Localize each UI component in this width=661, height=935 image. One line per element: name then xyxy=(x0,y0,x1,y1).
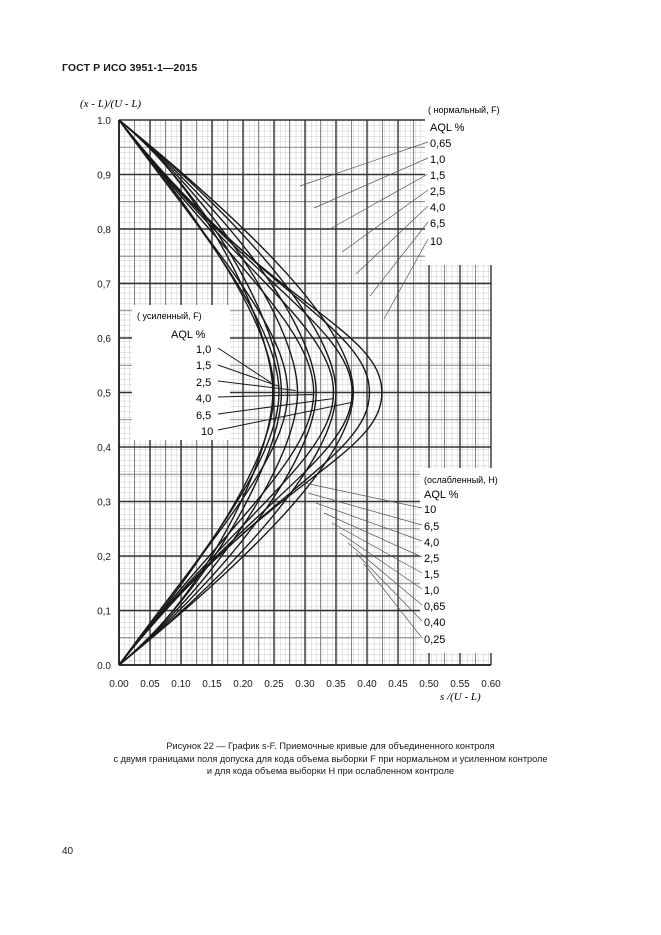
y-axis-label: (x - L)/(U - L) xyxy=(80,98,142,110)
legend-normal-label: 2,5 xyxy=(430,186,446,198)
legend-tightened-label: 1,0 xyxy=(196,344,212,356)
legend-tightened-label: 10 xyxy=(201,426,214,438)
y-tick-label: 0,5 xyxy=(97,388,111,400)
legend-reduced-label: 0,40 xyxy=(424,617,446,629)
y-tick-label: 0,9 xyxy=(97,170,111,182)
legend-tightened-label: 2,5 xyxy=(196,377,212,389)
legend-reduced-label: 1,0 xyxy=(424,585,440,597)
legend-reduced-label: 0,25 xyxy=(424,634,446,646)
x-tick-label: 0.60 xyxy=(481,679,501,690)
legend-reduced-subtitle: AQL % xyxy=(424,489,459,501)
legend-tightened-label: 1,5 xyxy=(196,360,212,372)
y-tick-label: 0,2 xyxy=(97,552,111,563)
legend-tightened-label: 6,5 xyxy=(196,410,212,422)
x-tick-label: 0.05 xyxy=(140,679,160,690)
x-axis-label: s /(U - L) xyxy=(440,691,481,703)
legend-reduced-label: 4,0 xyxy=(424,537,440,549)
x-tick-label: 0.50 xyxy=(419,679,439,690)
legend-reduced-title: (ослабленный, H) xyxy=(424,475,498,485)
x-tick-label: 0.55 xyxy=(450,679,470,690)
y-tick-label: 0,6 xyxy=(97,334,111,345)
x-tick-label: 0.10 xyxy=(171,679,191,690)
legend-reduced-label: 2,5 xyxy=(424,553,440,565)
figure-caption xyxy=(0,740,661,778)
x-tick-label: 0.00 xyxy=(109,679,129,690)
legend-tightened-subtitle: AQL % xyxy=(171,329,206,341)
legend-normal-subtitle: AQL % xyxy=(430,122,465,134)
legend-normal-label: 1,5 xyxy=(430,170,446,182)
x-tick-label: 0.15 xyxy=(202,679,222,690)
y-tick-label: 0,8 xyxy=(97,225,111,236)
legend-reduced-label: 10 xyxy=(424,504,437,516)
x-tick-label: 0.35 xyxy=(326,679,346,690)
legend-normal-label: 0,65 xyxy=(430,138,452,150)
legend-normal-title: ( нормальный, F) xyxy=(428,105,500,115)
x-tick-label: 0.30 xyxy=(295,679,315,690)
y-tick-label: 1.0 xyxy=(97,116,111,127)
legend-reduced-label: 6,5 xyxy=(424,521,440,533)
document-header: ГОСТ Р ИСО 3951-1—2015 xyxy=(62,62,198,74)
legend-normal-label: 10 xyxy=(430,236,443,248)
legend-tightened-title: ( усиленный, F) xyxy=(137,311,202,321)
legend-normal-label: 1,0 xyxy=(430,154,446,166)
y-tick-label: 0,3 xyxy=(97,497,111,509)
x-tick-label: 0.25 xyxy=(264,679,284,690)
page-number: 40 xyxy=(62,846,74,857)
legend-reduced-label: 1,5 xyxy=(424,569,440,581)
x-tick-label: 0.20 xyxy=(233,679,253,690)
caption-line: Рисунок 22 — График s-F. Приемочные кривые для объединенного контроля xyxy=(166,741,495,751)
y-tick-label: 0,1 xyxy=(97,606,111,618)
y-tick-label: 0.0 xyxy=(97,661,111,672)
legend-tightened-label: 4,0 xyxy=(196,393,212,405)
y-tick-label: 0,4 xyxy=(97,443,111,454)
legend-tightened-box xyxy=(132,305,230,440)
legend-normal-label: 4,0 xyxy=(430,202,446,214)
x-tick-label: 0.40 xyxy=(357,679,377,690)
caption-line: с двумя границами поля допуска для кода объема выборки F при нормальном и усиленном контроле xyxy=(113,753,548,764)
legend-normal-label: 6,5 xyxy=(430,218,446,230)
x-tick-label: 0.45 xyxy=(388,679,408,690)
y-tick-label: 0,7 xyxy=(97,279,111,291)
caption-line: и для кода объема выборки H при ослабленном контроле xyxy=(206,766,455,777)
legend-reduced-label: 0,65 xyxy=(424,601,446,613)
